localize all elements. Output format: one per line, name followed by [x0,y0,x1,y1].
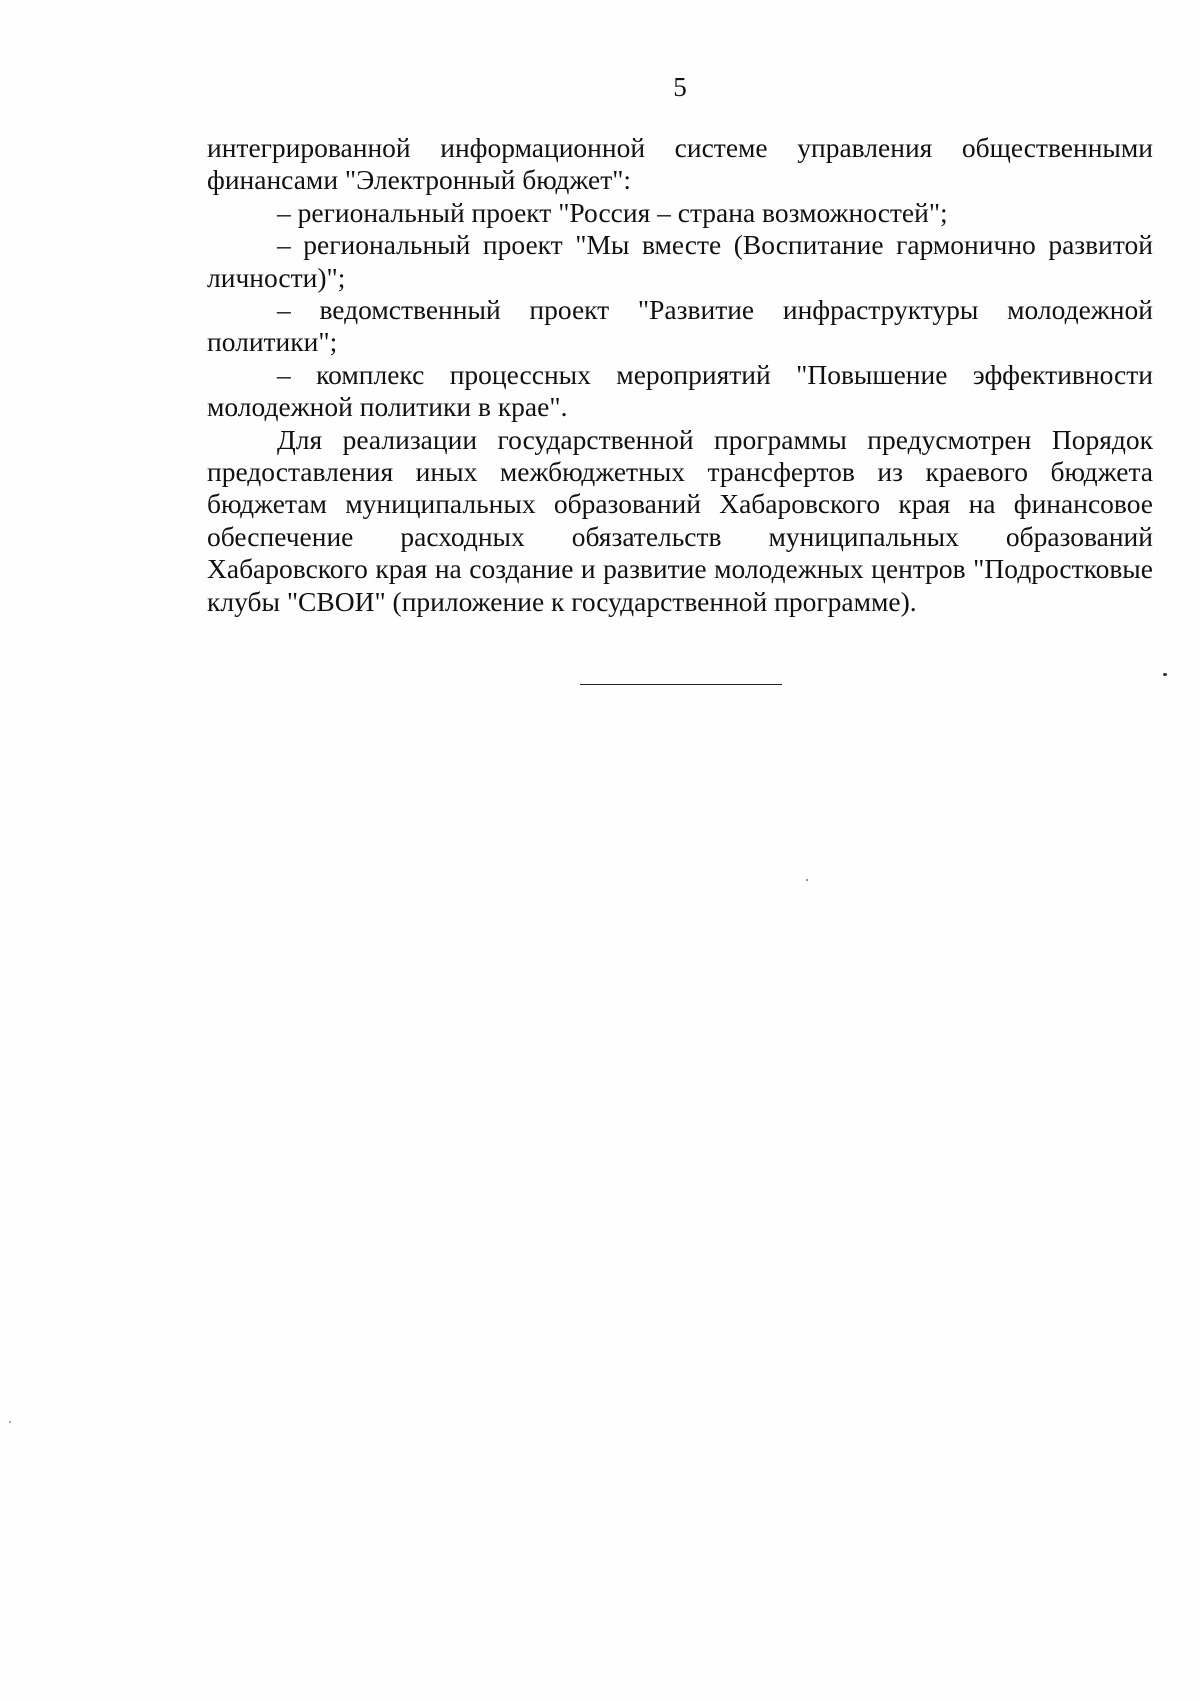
document-body [207,132,1153,618]
scan-speck [806,879,808,881]
list-item-regional-project-together: – региональный проект "Мы вместе (Воспитание гармонично развитой личности)"; [207,229,1153,293]
list-item-regional-project-russia: – региональный проект "Россия – страна возможностей"; [277,196,948,228]
end-divider-line [580,684,782,685]
paragraph-implementation-order: Для реализации государственной программы предусмотрен Порядок предоставления иных межбюджетных трансфертов из краевого бюджета бюджетам муниципальных образований Хабаровского края на финансовое обеспечение расходных обязательств муниципальных образований Хабаровского края на создание и развитие молодежных центров "Подростковые клубы "СВОИ" (приложение к государственной программе). [207,423,1153,617]
paragraph-continuation: интегрированной информационной системе управления общественными финансами "Электронный бюджет": [207,132,1153,196]
list-item-departmental-project: – ведомственный проект "Развитие инфраструктуры молодежной политики"; [207,294,1153,358]
list-item-process-measures: – комплекс процессных мероприятий "Повышение эффективности молодежной политики в крае". [207,358,1153,423]
scan-speck [9,1421,11,1423]
scan-speck [1163,673,1167,676]
page-number: 5 [673,72,687,102]
